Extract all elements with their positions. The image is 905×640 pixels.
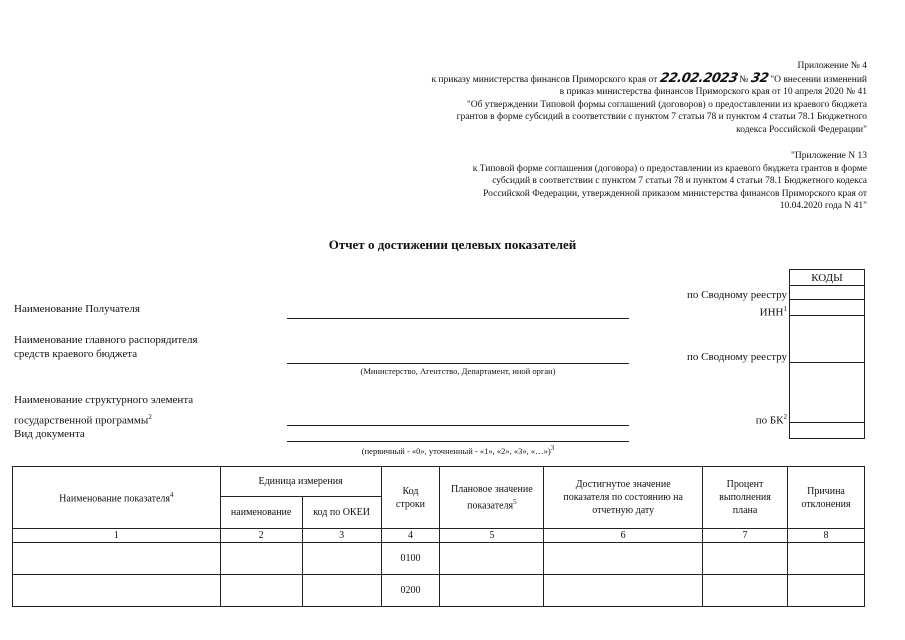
cell-achieved[interactable] [544,575,703,607]
col-percent-1: Процент [726,479,764,490]
doc-caption-text: (первичный - «0», уточненный - «1», «2», «3», «…») [361,445,551,456]
col-number: 4 [381,529,440,543]
doc-type-label: Вид документа [14,428,85,440]
col-plan-1: Плановое значение [451,483,533,495]
struct-label-line-2 [14,410,193,428]
col-reason [787,467,864,529]
col-plan-footnote: 5 [513,497,517,506]
svod-reestr-label-2: по Сводному реестру [687,351,787,363]
chief-admin-label [14,333,198,361]
col-achieved-2: показателя по состоянию на [563,492,683,503]
struct-element-label [14,393,193,428]
header-line-4: "Об утверждении Типовой формы соглашений (договоров) о предоставлении из краевого бюджета [466,99,867,110]
bk-text: по БК [755,414,784,427]
chief-admin-label-line-1: Наименование главного распорядителя [14,334,198,346]
cell-percent[interactable] [703,543,788,575]
order-line [431,70,867,87]
cell-unit-okei[interactable] [302,543,381,575]
table-row [13,575,865,607]
chief-admin-label-line-2: средств краевого бюджета [14,348,138,360]
col-line-code-1: Код [402,485,419,497]
cell-achieved[interactable] [544,543,703,575]
header-line-6: кодекса Российской Федерации" [736,124,867,135]
struct-label-line-1: Наименование структурного элемента [14,394,194,406]
indicators-table [12,466,865,607]
cell-unit-name[interactable] [220,575,302,607]
appendix-header [431,60,867,137]
cell-plan[interactable] [440,543,544,575]
col-number: 3 [302,529,381,543]
code-cell-inn[interactable] [790,300,865,316]
recipient-label: Наименование Получателя [14,303,140,315]
handwritten-order-date: 22.02.2023 [658,70,739,86]
col-line-code-2: строки [395,498,426,510]
col-plan-value [440,467,544,529]
col-number: 8 [787,529,864,543]
chief-admin-field[interactable] [287,363,629,364]
code-cell-svod1[interactable] [790,286,865,300]
inn-text: ИНН [759,306,784,319]
col-plan-2 [440,496,543,512]
struct-element-field[interactable] [287,425,629,426]
col-reason-2: отклонения [801,498,851,510]
struct-label-text: государственной программы [14,414,149,427]
appendix-4-label: Приложение № 4 [797,61,867,71]
col-unit-okei: код по ОКЕИ [302,497,381,529]
report-title: Отчет о достижении целевых показателей [328,237,577,252]
order-suffix: "О внесении изменений [770,74,867,85]
cell-reason[interactable] [787,575,864,607]
col-indicator-name-text: Наименование показателя [59,493,170,505]
struct-footnote: 2 [148,413,152,421]
bk-footnote: 2 [783,413,787,421]
col-reason-1: Причина [807,485,845,497]
col-number: 2 [220,529,302,543]
cell-line-code: 0200 [381,575,440,607]
col-plan-2-text: показателя [467,500,514,512]
codes-table [789,269,865,439]
col-unit-name: наименование [220,497,302,529]
appendix-13-line-1: к Типовой форме соглашения (договора) о предоставлении из краевого бюджета грантов в форме [472,163,867,174]
cell-line-code: 0100 [381,543,440,575]
col-unit-group: Единица измерения [220,467,381,497]
svod-reestr-label-1: по Сводному реестру [687,289,787,301]
doc-type-caption [287,444,629,456]
col-number: 1 [13,529,221,543]
inn-footnote: 1 [783,305,787,313]
order-num-prefix: № [739,74,749,85]
doc-type-field[interactable] [287,441,629,442]
cell-unit-name[interactable] [220,543,302,575]
cell-unit-okei[interactable] [302,575,381,607]
order-prefix: к приказу министерства финансов Приморского края от [431,74,658,85]
column-numbers-row [13,529,865,543]
col-number: 5 [440,529,544,543]
code-cell-struct[interactable] [790,363,865,423]
col-achieved-value [544,467,703,529]
col-number: 7 [703,529,788,543]
col-indicator-name [13,467,221,529]
col-achieved-3: отчетную дату [592,505,655,516]
appendix-13-label: "Приложение N 13 [791,151,867,161]
cell-reason[interactable] [787,543,864,575]
col-achieved-1: Достигнутое значение [575,479,671,490]
col-percent-2: выполнения [719,492,771,503]
appendix-13-line-3: Российской Федерации, утвержденной приказом министерства финансов Приморского края от [483,188,867,199]
cell-indicator[interactable] [13,543,221,575]
table-row [13,543,865,575]
cell-percent[interactable] [703,575,788,607]
cell-plan[interactable] [440,575,544,607]
inn-label [760,305,787,319]
recipient-field[interactable] [287,318,629,319]
code-cell-doc-type[interactable] [790,423,865,439]
cell-indicator[interactable] [13,575,221,607]
col-indicator-footnote: 4 [170,491,174,500]
col-number: 6 [544,529,703,543]
bk-label [756,413,787,427]
header-line-3: в приказ министерства финансов Приморского края от 10 апреля 2020 № 41 [559,87,867,98]
codes-header: КОДЫ [790,270,865,286]
code-cell-svod2[interactable] [790,316,865,363]
appendix-13-line-2: субсидий в соответствии с пунктом 7 статьи 78 и пунктом 4 статьи 78.1 Бюджетного кодекса [492,176,867,187]
header-line-5: грантов в форме субсидий в соответствии с пунктом 7 статьи 78 и пунктом 4 статьи 78.1 Бюджетного [456,112,867,123]
col-line-code [381,467,440,529]
appendix-13-line-4: 10.04.2020 года N 41" [779,201,867,212]
handwritten-order-number: 32 [749,70,770,86]
appendix-13-header [473,150,867,213]
ministry-caption: (Министерство, Агентство, Департамент, иной орган) [360,366,556,376]
col-percent-3: плана [732,505,758,516]
doc-caption-footnote: 3 [550,444,555,452]
col-percent [703,467,788,529]
